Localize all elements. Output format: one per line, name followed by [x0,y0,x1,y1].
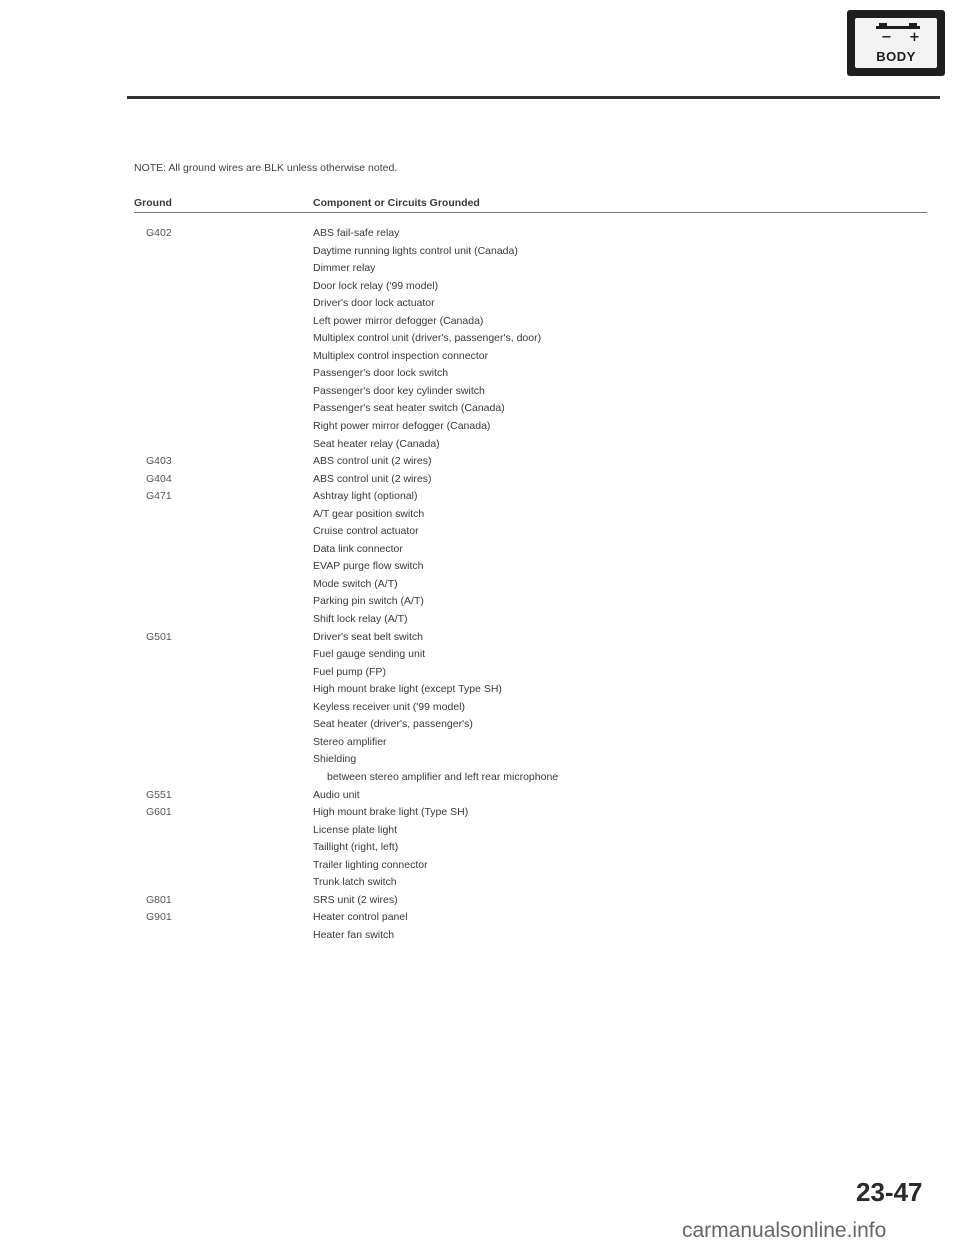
component-text: Heater fan switch [313,928,395,941]
component-text: Trailer lighting connector [313,858,428,871]
component-text: Driver's door lock actuator [313,297,435,310]
table-row [0,909,960,927]
ground-table [0,225,960,944]
table-row [0,646,960,664]
ground-id: G404 [146,472,172,485]
table-row [0,506,960,524]
table-row [0,471,960,489]
ground-id: G403 [146,455,172,468]
component-text: SRS unit (2 wires) [313,893,398,906]
table-row [0,927,960,945]
table-row [0,892,960,910]
column-header-ground: Ground [134,197,172,209]
table-row [0,769,960,787]
component-text: Right power mirror defogger (Canada) [313,420,491,433]
component-text: Multiplex control unit (driver's, passenger's, door) [313,332,542,345]
component-text: Door lock relay ('99 model) [313,279,439,292]
table-row [0,681,960,699]
table-row [0,822,960,840]
table-header-rule [134,212,927,213]
table-row [0,541,960,559]
table-row [0,558,960,576]
component-text: Trunk latch switch [313,876,397,889]
table-row [0,611,960,629]
table-row [0,787,960,805]
body-section-badge [847,10,945,76]
table-row [0,260,960,278]
table-row [0,383,960,401]
component-text: ABS fail-safe relay [313,227,400,239]
component-text: Passenger's door key cylinder switch [313,384,485,397]
ground-id: G801 [146,893,172,906]
ground-id: G551 [146,788,172,801]
component-text: Ashtray light (optional) [313,490,418,503]
watermark: carmanualsonline.info [682,1219,887,1242]
ground-id: G601 [146,806,172,819]
component-text: Dimmer relay [313,262,376,275]
component-text: Multiplex control inspection connector [313,349,489,362]
component-text: Shielding [313,753,357,766]
battery-icon [875,23,921,43]
component-text: Data link connector [313,542,403,555]
ground-id: G402 [146,227,172,239]
ground-id: G471 [146,490,172,503]
battery-plus: + [909,30,920,43]
component-text: License plate light [313,823,398,836]
component-text: Parking pin switch (A/T) [313,595,424,608]
table-row [0,699,960,717]
component-text: Audio unit [313,788,360,801]
component-text: Keyless receiver unit ('99 model) [313,700,465,713]
component-text: Mode switch (A/T) [313,577,398,590]
table-row [0,857,960,875]
table-row [0,751,960,769]
component-text: Seat heater (driver's, passenger's) [313,718,473,731]
ground-id: G501 [146,630,172,643]
component-text: Heater control panel [313,911,408,924]
header-rule [127,96,940,99]
badge-inner [855,18,937,68]
component-text: Taillight (right, left) [313,841,399,854]
table-row [0,523,960,541]
component-text: Fuel pump (FP) [313,665,386,678]
table-row [0,330,960,348]
battery-minus: − [881,30,892,43]
table-row [0,365,960,383]
component-text: Left power mirror defogger (Canada) [313,314,484,327]
table-row [0,593,960,611]
table-row [0,664,960,682]
component-text: High mount brake light (except Type SH) [313,683,502,696]
component-text: Cruise control actuator [313,525,419,538]
table-row [0,313,960,331]
table-row [0,295,960,313]
table-row [0,225,960,243]
ground-id: G901 [146,911,172,924]
table-row [0,243,960,261]
component-text: Driver's seat belt switch [313,630,423,643]
component-text: Passenger's door lock switch [313,367,449,380]
component-text: between stereo amplifier and left rear microphone [327,770,559,783]
table-row [0,488,960,506]
table-row [0,278,960,296]
table-row [0,400,960,418]
badge-label: BODY [876,49,916,64]
table-row [0,839,960,857]
component-text: High mount brake light (Type SH) [313,806,469,819]
table-row [0,804,960,822]
table-row [0,716,960,734]
column-header-component: Component or Circuits Grounded [313,197,480,209]
component-text: EVAP purge flow switch [313,560,424,573]
component-text: ABS control unit (2 wires) [313,455,432,468]
table-row [0,348,960,366]
component-text: Stereo amplifier [313,735,387,748]
table-row [0,418,960,436]
table-row [0,436,960,454]
page-number: 23-47 [856,1177,923,1207]
component-text: Seat heater relay (Canada) [313,437,440,450]
component-text: Shift lock relay (A/T) [313,613,408,626]
table-row [0,874,960,892]
component-text: Fuel gauge sending unit [313,648,426,661]
table-row [0,576,960,594]
component-text: ABS control unit (2 wires) [313,472,432,485]
table-row [0,629,960,647]
table-row [0,734,960,752]
component-text: Passenger's seat heater switch (Canada) [313,402,505,415]
note-text: NOTE: All ground wires are BLK unless otherwise noted. [134,162,398,174]
component-text: A/T gear position switch [313,507,425,520]
table-row [0,453,960,471]
component-text: Daytime running lights control unit (Canada) [313,244,518,257]
